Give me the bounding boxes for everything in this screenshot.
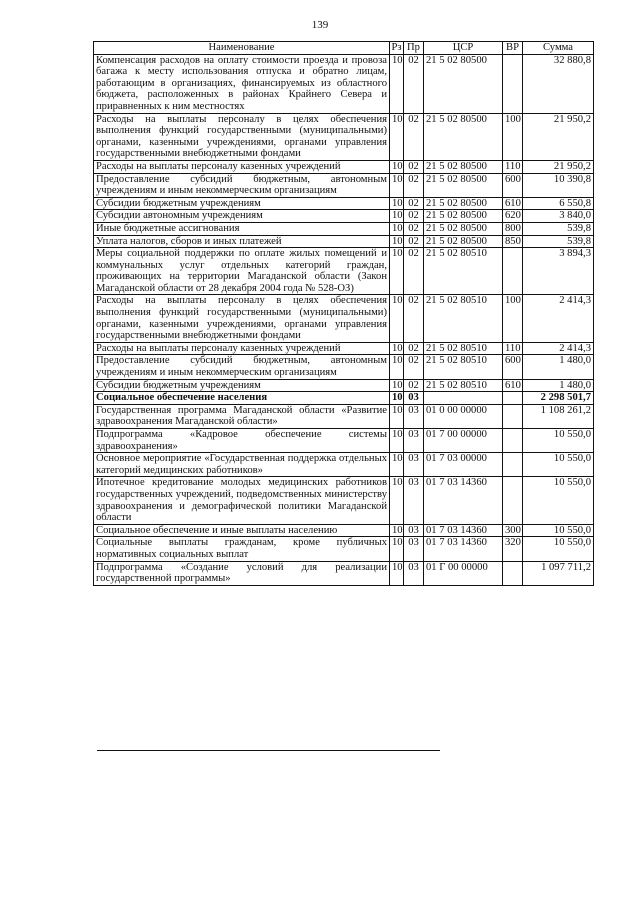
- row-sum: 10 550,0: [523, 524, 594, 537]
- header-pr: Пр: [404, 42, 424, 55]
- row-vr: [503, 477, 523, 524]
- row-sum: 2 414,3: [523, 342, 594, 355]
- row-csr: 21 5 02 80500: [424, 235, 503, 248]
- row-pr: 02: [404, 222, 424, 235]
- table-row: [94, 160, 594, 173]
- row-pr: 02: [404, 113, 424, 160]
- table-header-row: [94, 42, 594, 55]
- page-number: 139: [311, 19, 329, 31]
- table-row: [94, 561, 594, 585]
- row-sum: 10 550,0: [523, 477, 594, 524]
- row-rz: 10: [390, 342, 404, 355]
- table-row: [94, 210, 594, 223]
- header-rz: Рз: [391, 42, 402, 53]
- footer-rule: [97, 750, 440, 751]
- row-vr: 320: [503, 537, 523, 561]
- row-pr: 03: [404, 524, 424, 537]
- row-rz: 10: [390, 379, 404, 392]
- table-row: [94, 342, 594, 355]
- row-pr: 03: [404, 561, 424, 585]
- header-sum: Сумма: [523, 42, 594, 55]
- row-pr: 02: [404, 197, 424, 210]
- table-row: [94, 477, 594, 524]
- row-rz: 10: [390, 173, 404, 197]
- row-vr: 110: [503, 342, 523, 355]
- row-sum: 539,8: [523, 222, 594, 235]
- row-vr: 800: [503, 222, 523, 235]
- row-csr: 01 7 00 00000: [424, 429, 503, 453]
- row-name: Компенсация расходов на оплату стоимости проезда и провоза багажа к месту использования отпуска и обратно лицам, работающим в организациях, финансируемых из областного бюджета, расположенных в районах Крайнего Севера и приравненных к ним местностях: [94, 54, 390, 113]
- row-sum: 10 550,0: [523, 453, 594, 477]
- row-pr: 02: [404, 173, 424, 197]
- row-sum: 1 108 261,2: [523, 404, 594, 428]
- table-row: [94, 429, 594, 453]
- row-rz: 10: [390, 392, 404, 405]
- row-pr: 02: [404, 54, 424, 113]
- row-sum: 6 550,8: [523, 197, 594, 210]
- row-pr: 02: [404, 379, 424, 392]
- row-rz: 10: [390, 248, 404, 295]
- row-vr: 100: [503, 295, 523, 342]
- row-rz: 10: [390, 524, 404, 537]
- row-rz: 10: [390, 222, 404, 235]
- row-pr: 02: [404, 355, 424, 379]
- row-csr: 21 5 02 80510: [424, 295, 503, 342]
- table-row: [94, 355, 594, 379]
- row-csr: 01 0 00 00000: [424, 404, 503, 428]
- row-rz: 10: [390, 453, 404, 477]
- row-name: Уплата налогов, сборов и иных платежей: [94, 235, 390, 248]
- row-vr: 300: [503, 524, 523, 537]
- row-rz: 10: [390, 113, 404, 160]
- row-name: Субсидии автономным учреждениям: [94, 210, 390, 223]
- row-rz: 10: [390, 561, 404, 585]
- row-sum: 1 480,0: [523, 379, 594, 392]
- row-name: Предоставление субсидий бюджетным, автономным учреждениям и иным некоммерческим организациям: [94, 355, 390, 379]
- row-sum: 10 390,8: [523, 173, 594, 197]
- row-sum: 10 550,0: [523, 429, 594, 453]
- table-body: [94, 54, 594, 585]
- row-name: Субсидии бюджетным учреждениям: [94, 379, 390, 392]
- row-vr: 620: [503, 210, 523, 223]
- row-name: Иные бюджетные ассигнования: [94, 222, 390, 235]
- table-row: [94, 113, 594, 160]
- row-csr: 21 5 02 80500: [424, 173, 503, 197]
- table-row: [94, 404, 594, 428]
- row-name: Расходы на выплаты персоналу казенных учреждений: [94, 342, 390, 355]
- row-vr: [503, 248, 523, 295]
- row-sum: 1 480,0: [523, 355, 594, 379]
- row-vr: [503, 54, 523, 113]
- row-rz: 10: [390, 54, 404, 113]
- row-rz: 10: [390, 160, 404, 173]
- row-pr: 03: [404, 404, 424, 428]
- row-csr: [424, 392, 503, 405]
- row-sum: 21 950,2: [523, 113, 594, 160]
- table-row: [94, 453, 594, 477]
- row-vr: [503, 453, 523, 477]
- header-name: Наименование: [94, 42, 390, 55]
- row-name: Государственная программа Магаданской области «Развитие здравоохранения Магаданской области»: [94, 404, 390, 428]
- row-vr: 600: [503, 173, 523, 197]
- row-name: Меры социальной поддержки по оплате жилых помещений и коммунальных услуг отдельных категорий граждан, проживающих на территории Магаданской области (Закон Магаданской области от 28 декабря 2004 года № 528-ОЗ): [94, 248, 390, 295]
- row-csr: 21 5 02 80510: [424, 342, 503, 355]
- row-name: Расходы на выплаты персоналу в целях обеспечения выполнения функций государственными (муниципальными) органами, казенными учреждениями, органами управления государственными внебюджетными фондами: [94, 113, 390, 160]
- row-rz: 10: [390, 477, 404, 524]
- budget-table: [93, 41, 594, 586]
- row-rz: 10: [390, 295, 404, 342]
- row-vr: [503, 404, 523, 428]
- row-pr: 03: [404, 477, 424, 524]
- row-pr: 02: [404, 248, 424, 295]
- table-row: [94, 54, 594, 113]
- table-row: [94, 248, 594, 295]
- row-vr: [503, 392, 523, 405]
- row-vr: 850: [503, 235, 523, 248]
- row-pr: 02: [404, 160, 424, 173]
- row-csr: 01 7 03 00000: [424, 453, 503, 477]
- row-sum: 3 894,3: [523, 248, 594, 295]
- row-pr: 02: [404, 210, 424, 223]
- row-csr: 21 5 02 80510: [424, 248, 503, 295]
- row-name: Социальное обеспечение и иные выплаты населению: [94, 524, 390, 537]
- row-csr: 21 5 02 80500: [424, 197, 503, 210]
- row-vr: 100: [503, 113, 523, 160]
- row-pr: 02: [404, 295, 424, 342]
- table-row: [94, 235, 594, 248]
- row-name: Социальные выплаты гражданам, кроме публичных нормативных социальных выплат: [94, 537, 390, 561]
- row-pr: 03: [404, 537, 424, 561]
- table-row: [94, 222, 594, 235]
- table-row: [94, 173, 594, 197]
- row-sum: 32 880,8: [523, 54, 594, 113]
- row-pr: 03: [404, 392, 424, 405]
- row-vr: 610: [503, 197, 523, 210]
- row-name: Подпрограмма «Кадровое обеспечение системы здравоохранения»: [94, 429, 390, 453]
- header-vr: ВР: [503, 42, 523, 55]
- row-pr: 02: [404, 235, 424, 248]
- row-name: Основное мероприятие «Государственная поддержка отдельных категорий медицинских работников»: [94, 453, 390, 477]
- table-row: [94, 392, 594, 405]
- row-csr: 21 5 02 80500: [424, 54, 503, 113]
- table-row: [94, 524, 594, 537]
- row-csr: 21 5 02 80500: [424, 222, 503, 235]
- table-row: [94, 295, 594, 342]
- row-name: Подпрограмма «Создание условий для реализации государственной программы»: [94, 561, 390, 585]
- row-sum: 2 414,3: [523, 295, 594, 342]
- row-csr: 01 Г 00 00000: [424, 561, 503, 585]
- row-name: Субсидии бюджетным учреждениям: [94, 197, 390, 210]
- row-pr: 02: [404, 342, 424, 355]
- row-rz: 10: [390, 197, 404, 210]
- row-name: Расходы на выплаты персоналу в целях обеспечения выполнения функций государственными (муниципальными) органами, казенными учреждениями, органами управления государственными внебюджетными фондами: [94, 295, 390, 342]
- row-csr: 21 5 02 80500: [424, 210, 503, 223]
- table-row: [94, 537, 594, 561]
- row-sum: 3 840,0: [523, 210, 594, 223]
- row-vr: 110: [503, 160, 523, 173]
- row-name: Расходы на выплаты персоналу казенных учреждений: [94, 160, 390, 173]
- row-name: Предоставление субсидий бюджетным, автономным учреждениям и иным некоммерческим организациям: [94, 173, 390, 197]
- row-rz: 10: [390, 210, 404, 223]
- row-name: Ипотечное кредитование молодых медицинских работников государственных учреждений, подведомственных министерству здравоохранения и демографической политики Магаданской области: [94, 477, 390, 524]
- row-pr: 03: [404, 453, 424, 477]
- row-sum: 10 550,0: [523, 537, 594, 561]
- row-pr: 03: [404, 429, 424, 453]
- row-rz: 10: [390, 235, 404, 248]
- row-sum: 2 298 501,7: [523, 392, 594, 405]
- row-csr: 21 5 02 80510: [424, 379, 503, 392]
- row-csr: 21 5 02 80500: [424, 113, 503, 160]
- row-sum: 1 097 711,2: [523, 561, 594, 585]
- row-csr: 01 7 03 14360: [424, 524, 503, 537]
- row-rz: 10: [390, 355, 404, 379]
- row-csr: 21 5 02 80500: [424, 160, 503, 173]
- row-vr: [503, 561, 523, 585]
- row-rz: 10: [390, 429, 404, 453]
- row-vr: 600: [503, 355, 523, 379]
- row-vr: [503, 429, 523, 453]
- row-csr: 01 7 03 14360: [424, 477, 503, 524]
- table-row: [94, 197, 594, 210]
- table-row: [94, 379, 594, 392]
- row-csr: 01 7 03 14360: [424, 537, 503, 561]
- row-rz: 10: [390, 404, 404, 428]
- row-sum: 539,8: [523, 235, 594, 248]
- row-csr: 21 5 02 80510: [424, 355, 503, 379]
- row-sum: 21 950,2: [523, 160, 594, 173]
- header-csr: ЦСР: [424, 42, 503, 55]
- row-rz: 10: [390, 537, 404, 561]
- row-name: Социальное обеспечение населения: [94, 392, 390, 405]
- row-vr: 610: [503, 379, 523, 392]
